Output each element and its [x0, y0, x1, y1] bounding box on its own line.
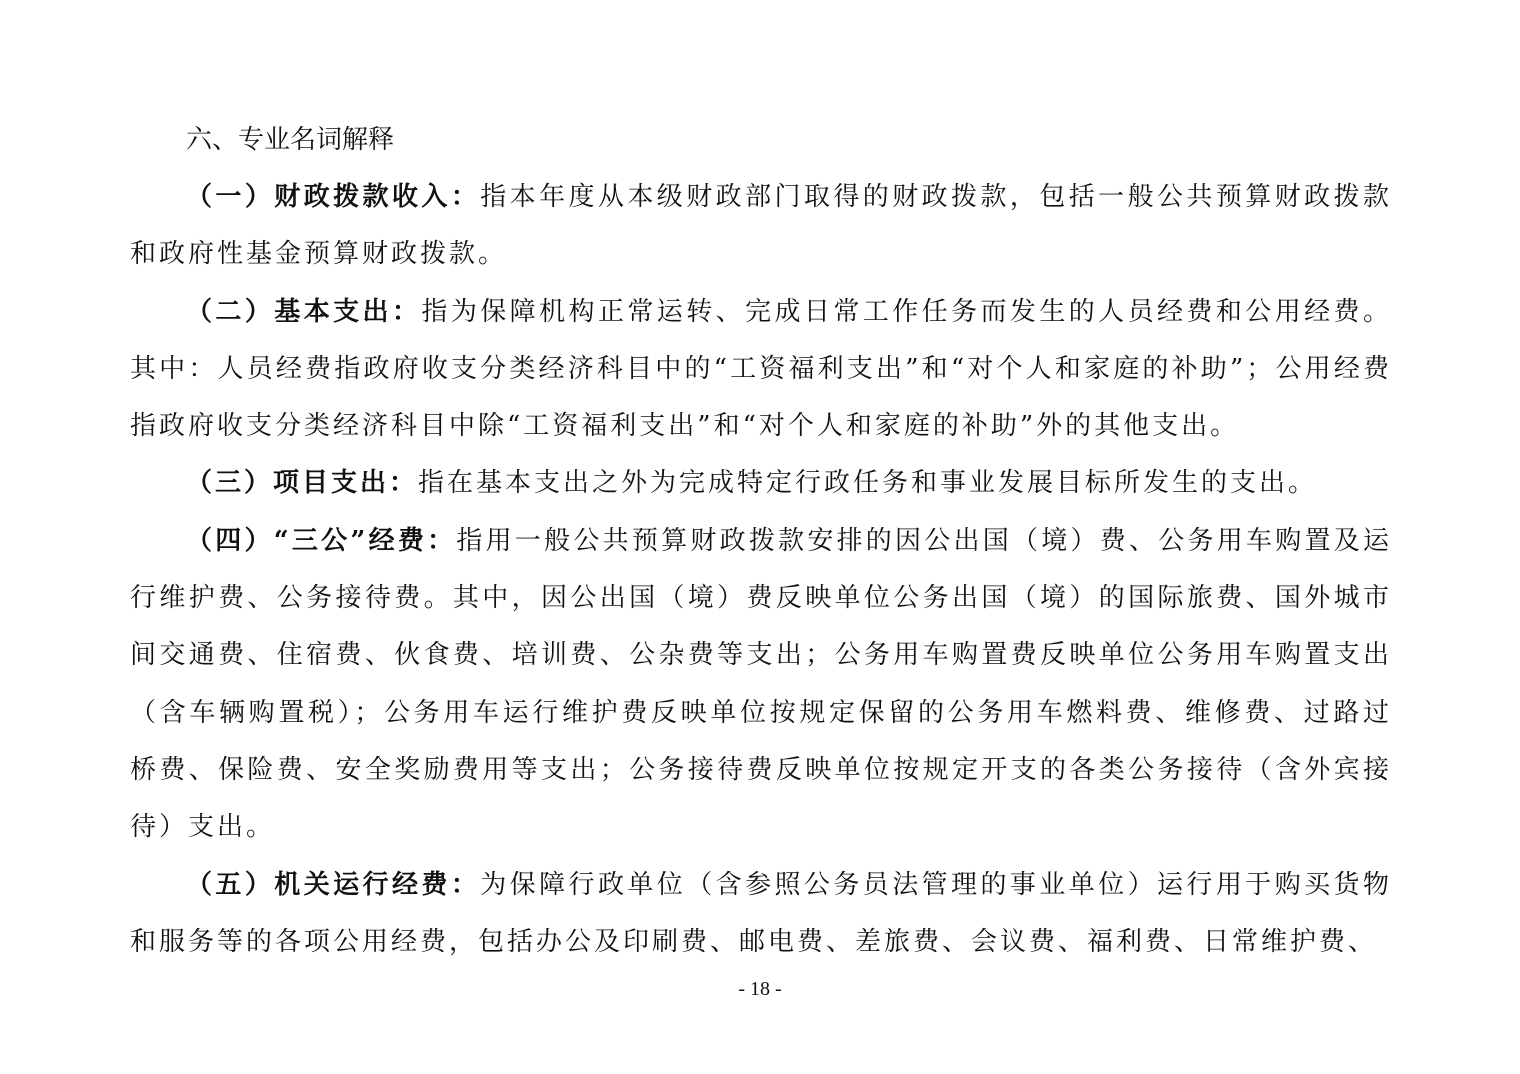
document-body [130, 111, 1392, 971]
term-label: （三）项目支出： [186, 468, 419, 499]
term-definition: 指为保障机构正常运转、完成日常工作任务而发生的人员经费和公用经费。其中：人员经费指政府收支分类经济科目中的“工资福利支出”和“对个人和家庭的补助”；公用经费指政府收支分类经济科目中除“工资福利支出”和“对个人和家庭的补助”外的其他支出。 [130, 296, 1392, 442]
paragraph-three-public-expenses [130, 513, 1392, 857]
term-label: （五）机关运行经费： [186, 869, 481, 900]
paragraph-fiscal-appropriation-income [130, 169, 1392, 284]
paragraph-basic-expenditure [130, 284, 1392, 456]
term-definition: 指在基本支出之外为完成特定行政任务和事业发展目标所发生的支出。 [418, 468, 1318, 499]
paragraph-project-expenditure [130, 455, 1392, 512]
term-label: （一）财政拨款收入： [186, 182, 481, 212]
term-label: （四）“三公”经费： [186, 525, 457, 556]
term-definition: 为保障行政单位（含参照公务员法管理的事业单位）运行用于购买货物和服务等的各项公用经费，包括办公及印刷费、邮电费、差旅费、会议费、福利费、日常维护费、 [130, 869, 1392, 957]
page-number: - 18 - [738, 978, 782, 1000]
section-heading: 六、专业名词解释 [186, 125, 395, 155]
term-definition: 指用一般公共预算财政拨款安排的因公出国（境）费、公务用车购置及运行维护费、公务接待费。其中，因公出国（境）费反映单位公务出国（境）的国际旅费、国外城市间交通费、住宿费、伙食费、培训费、公杂费等支出；公务用车购置费反映单位公务用车购置支出（含车辆购置税）；公务用车运行维护费反映单位按规定保留的公务用车燃料费、维修费、过路过桥费、保险费、安全奖励费用等支出；公务接待费反映单位按规定开支的各类公务接待（含外宾接待）支出。 [130, 525, 1392, 843]
term-label: （二）基本支出： [186, 296, 422, 327]
paragraph-agency-operating-expenses [130, 857, 1392, 972]
term-definition: 指本年度从本级财政部门取得的财政拨款，包括一般公共预算财政拨款和政府性基金预算财政拨款。 [130, 182, 1392, 270]
